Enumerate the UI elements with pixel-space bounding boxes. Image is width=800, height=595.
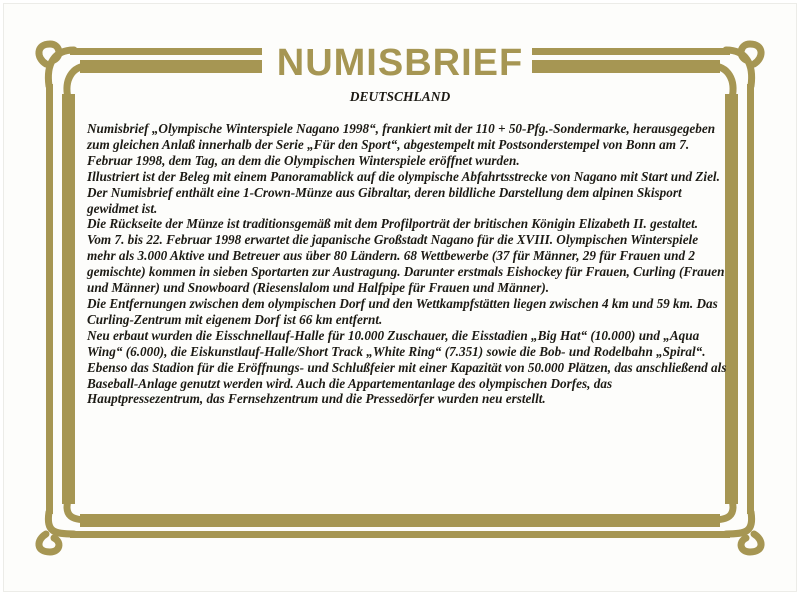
- page-subtitle: DEUTSCHLAND: [349, 89, 451, 104]
- paragraph-venues: Neu erbaut wurden die Eisschnellauf-Halle für 10.000 Zuschauer, die Eisstadien „Big Hat“ (10.000) und „Aqua Wing“ (6.000), die Eiskunstlauf-Halle/Short Track „White Ring“ (7.351) sowie die Bob- und Rodelbahn „Spiral“. Ebenso das Stadion für die Eröffnungs- und Schlußfeier mit einer Kapazität von 50.000 Plätzen, das anschließend als Baseball-Anlage genutzt werden wird. Auch die Appartementanlage des olympischen Dorfes, das Hauptpressezentrum, das Fernsehzentrum und die Pressedörfer wurden neu erstellt.: [87, 327, 727, 407]
- paragraph-distances: Die Entfernungen zwischen dem olympischen Dorf und den Wettkampfstätten liegen zwischen 4 km und 59 km. Das Curling-Zentrum mit eigenem Dorf ist 66 km entfernt.: [87, 295, 718, 327]
- page-title: NUMISBRIEF: [276, 42, 524, 84]
- paragraph-coin-reverse: Die Rückseite der Münze ist traditionsgemäß mit dem Profilporträt der britischen Königin Elizabeth II. gestaltet.: [87, 216, 699, 232]
- paragraph-illustration: Illustriert ist der Beleg mit einem Panoramablick auf die olympische Abfahrtsstrecke von Nagano mit Start und Ziel.: [87, 168, 720, 184]
- paragraph-intro: Numisbrief „Olympische Winterspiele Nagano 1998“, frankiert mit der 110 + 50-Pfg.-Sondermarke, herausgegeben zum gleichen Anlaß innerhalb der Serie „Für den Sport“, abgestempelt mit Postsonderstempel von Bonn am 7. Februar 1998, dem Tag, an dem die Olympischen Winterspiele eröffnet wurden.: [87, 121, 716, 168]
- paragraph-games: Vom 7. bis 22. Februar 1998 erwartet die japanische Großstadt Nagano für die XVIII. Olympischen Winterspiele mehr als 3.000 Aktive und Betreuer aus über 80 Ländern. 68 Wettbewerbe (37 für Männer, 29 für Frauen und 2 gemischte) kommen in sieben Sportarten zur Austragung. Darunter erstmals Eishockey für Frauen, Curling (Frauen und Männer) und Snowboard (Riesenslalom und Halfpipe für Frauen und Männer).: [87, 232, 725, 296]
- paragraph-coin: Der Numisbrief enthält eine 1-Crown-Münze aus Gibraltar, deren bildliche Darstellung dem alpinen Skisport gewidmet ist.: [87, 184, 682, 216]
- body-text: [87, 121, 727, 407]
